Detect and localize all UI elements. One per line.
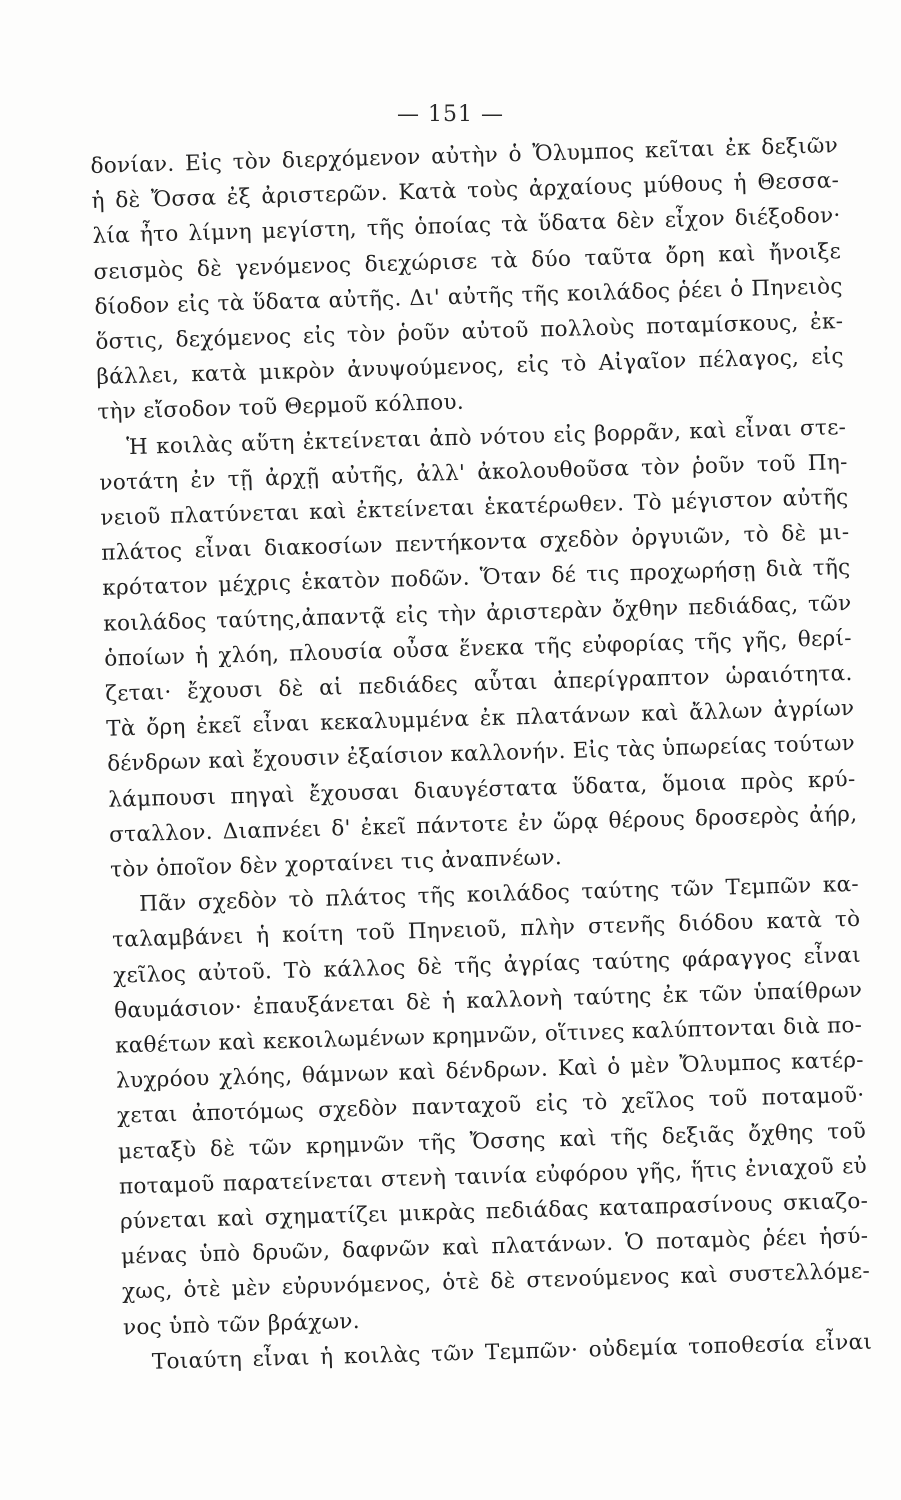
text-line: σταλλον. Διαπνέει δ' ἐκεῖ πάντοτε ἐν ὥρᾳ θέρους δροσερὸς ἀήρ, xyxy=(108,801,858,848)
text-line: νειοῦ πλατύνεται καὶ ἐκτείνεται ἑκατέρωθεν. Τὸ μέγιστον αὐτῆς xyxy=(100,484,849,531)
text-line: ποταμοῦ παρατείνεται στενὴ ταινία εὐφόρου γῆς, ἥτις ἐνιαχοῦ εὐ xyxy=(118,1153,868,1200)
text-line: σεισμὸς δὲ γενόμενος διεχώρισε τὰ δύο ταῦτα ὄρη καὶ ἤνοιξε xyxy=(93,238,842,285)
text-line: κοιλάδος ταύτης,ἀπαντᾷ εἰς τὴν ἀριστερὰν ὄχθην πεδιάδας, τῶν xyxy=(103,590,852,637)
text-line: ταλαμβάνει ἡ κοίτη τοῦ Πηνειοῦ, πλὴν στενῆς διόδου κατὰ τὸ xyxy=(111,907,861,954)
text-line: νος ὑπὸ τῶν βράχων. xyxy=(122,1308,361,1341)
text-line: ἡ δὲ Ὄσσα ἐξ ἀριστερῶν. Κατὰ τοὺς ἀρχαίους μύθους ἡ Θεσσα- xyxy=(91,168,840,215)
text-line: ρύνεται καὶ σχηματίζει μικρὰς πεδιάδας καταπρασίνους σκιαζο- xyxy=(119,1188,869,1235)
body-text xyxy=(90,125,884,1386)
text-line: πλάτος εἶναι διακοσίων πεντήκοντα σχεδὸν ὀργυιῶν, τὸ δὲ μι- xyxy=(101,520,850,567)
text-line: δένδρων καὶ ἔχουσιν ἐξαίσιον καλλονήν. Εἰς τὰς ὑπωρείας τούτων xyxy=(106,731,856,778)
text-line: μεταξὺ δὲ τῶν κρημνῶν τῆς Ὄσσης καὶ τῆς δεξιᾶς ὄχθης τοῦ xyxy=(117,1118,867,1165)
text-line: καθέτων καὶ κεκοιλωμένων κρημνῶν, οἵτινες καλύπτονται διὰ πο- xyxy=(114,1012,863,1059)
text-line: τὴν εἴσοδον τοῦ Θερμοῦ κόλπου. xyxy=(97,390,465,426)
text-line: Τοιαύτη εἶναι ἡ κοιλὰς τῶν Τεμπῶν· οὐδεμία τοποθεσία εἶναι xyxy=(151,1329,873,1375)
text-line: κρότατον μέχρις ἑκατὸν ποδῶν. Ὅταν δέ τις προχωρήσῃ διὰ τῆς xyxy=(102,555,851,602)
text-line: νοτάτη ἐν τῇ ἀρχῇ αὐτῆς, ἀλλ' ἀκολουθοῦσα τὸν ῥοῦν τοῦ Πη- xyxy=(99,449,848,496)
text-line: τὸν ὁποῖον δὲν χορταίνει τις ἀναπνέων. xyxy=(109,845,563,883)
text-line: λυχρόου χλόης, θάμνων καὶ δένδρων. Καὶ ὁ μὲν Ὄλυμπος κατέρ- xyxy=(115,1047,865,1094)
text-line: μένας ὑπὸ δρυῶν, δαφνῶν καὶ πλατάνων. Ὁ ποταμὸς ῥέει ἡσύ- xyxy=(120,1223,869,1270)
text-line: ὁποίων ἡ χλόη, πλουσία οὖσα ἕνεκα τῆς εὐφορίας τῆς γῆς, θερί- xyxy=(103,625,853,672)
page-number: — 151 — xyxy=(397,102,504,127)
text-line: δίοδον εἰς τὰ ὕδατα αὐτῆς. Δι' αὐτῆς τῆς κοιλάδος ῥέει ὁ Πηνειὸς xyxy=(94,273,843,320)
text-line: ζεται· ἔχουσι δὲ αἱ πεδιάδες αὗται ἀπερίγραπτον ὡραιότητα. xyxy=(104,660,853,707)
text-line: λία ἦτο λίμνη μεγίστη, τῆς ὁποίας τὰ ὕδατα δὲν εἶχον διέξοδον· xyxy=(92,203,841,250)
text-line: Πᾶν σχεδὸν τὸ πλάτος τῆς κοιλάδος ταύτης τῶν Τεμπῶν κα- xyxy=(138,872,860,918)
text-line: δονίαν. Εἰς τὸν διερχόμενον αὐτὴν ὁ Ὄλυμπος κεῖται ἐκ δεξιῶν xyxy=(90,133,839,179)
text-line: ὅστις, δεχόμενος εἰς τὸν ῥοῦν αὐτοῦ πολλοὺς ποταμίσκους, ἐκ- xyxy=(95,309,844,355)
text-line: θαυμάσιον· ἐπαυξάνεται δὲ ἡ καλλονὴ ταύτης ἐκ τῶν ὑπαίθρων xyxy=(113,977,863,1024)
text-line: χεῖλος αὐτοῦ. Τὸ κάλλος δὲ τῆς ἀγρίας ταύτης φάραγγος εἶναι xyxy=(112,942,862,989)
text-line: χεται ἀποτόμως σχεδὸν πανταχοῦ εἰς τὸ χεῖλος τοῦ ποταμοῦ· xyxy=(116,1083,865,1130)
text-line: Τὰ ὄρη ἐκεῖ εἶναι κεκαλυμμένα ἐκ πλατάνων καὶ ἄλλων ἀγρίων xyxy=(105,696,855,742)
text-line: λάμπουσι πηγαὶ ἔχουσαι διαυγέστατα ὕδατα, ὅμοια πρὸς κρύ- xyxy=(107,766,856,813)
text-line: Ἡ κοιλὰς αὕτη ἐκτείνεται ἀπὸ νότου εἰς βορρᾶν, καὶ εἶναι στε- xyxy=(126,414,847,460)
text-line: βάλλει, κατὰ μικρὸν ἀνυψούμενος, εἰς τὸ Αἰγαῖον πέλαγος, εἰς xyxy=(96,344,845,391)
text-line: χως, ὁτὲ μὲν εὐρυνόμενος, ὁτὲ δὲ στενούμενος καὶ συστελλόμε- xyxy=(121,1259,871,1305)
